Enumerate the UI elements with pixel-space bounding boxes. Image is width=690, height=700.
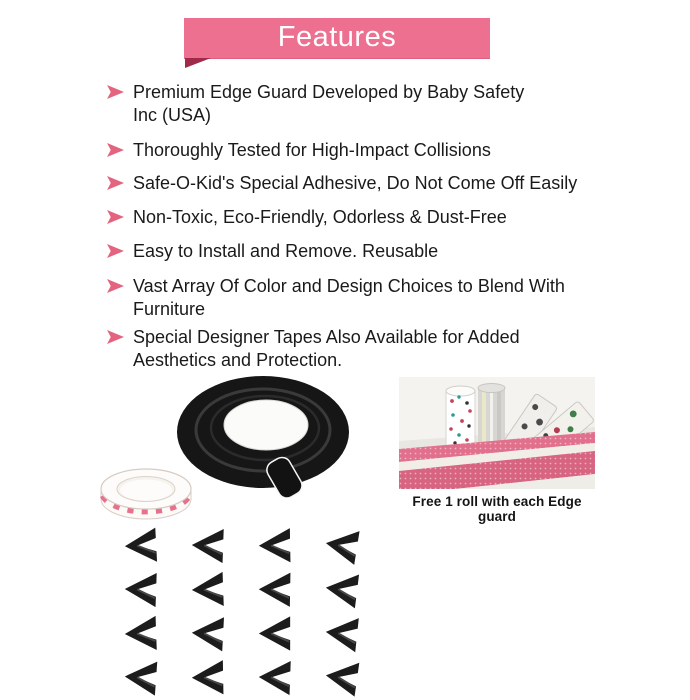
feature-item (107, 206, 587, 229)
corner-guard-icon (315, 609, 367, 658)
designer-tapes-photo (399, 377, 595, 489)
arrow-bullet-icon (107, 330, 124, 344)
feature-item (107, 240, 587, 263)
corner-guard-icon (115, 566, 165, 612)
arrow-bullet-icon (107, 176, 124, 190)
corner-guards-grid (116, 523, 365, 699)
corner-guard-icon (249, 654, 299, 700)
corner-guard-icon (182, 610, 232, 656)
corner-guard-icon (183, 655, 232, 700)
banner-title: Features (277, 20, 397, 53)
banner-ribbon-fold (185, 58, 211, 68)
corner-guard-icon (250, 611, 298, 655)
feature-text: Thoroughly Tested for High-Impact Collisions (133, 140, 491, 160)
feature-item (107, 275, 587, 321)
corner-guard-icon (115, 653, 166, 700)
feature-item (107, 172, 587, 195)
corner-guard-icon (314, 564, 367, 614)
corner-guard-icon (314, 652, 368, 700)
corner-guard-icon (182, 566, 232, 612)
arrow-bullet-icon (107, 85, 124, 99)
arrow-bullet-icon (107, 244, 124, 258)
feature-text: Vast Array Of Color and Design Choices to Blend With Furniture (133, 276, 565, 319)
adhesive-tape-roll-photo (95, 451, 195, 525)
corner-guard-icon (250, 523, 299, 568)
arrow-bullet-icon (107, 143, 124, 157)
feature-text: Premium Edge Guard Developed by Baby Safety Inc (USA) (133, 82, 525, 125)
edge-guard-roll-photo (175, 374, 355, 498)
feature-item (107, 139, 587, 162)
free-roll-caption: Free 1 roll with each Edge guard (412, 494, 582, 524)
feature-item (107, 81, 587, 127)
corner-guard-icon (314, 520, 368, 571)
corner-guard-icon (115, 610, 165, 656)
arrow-bullet-icon (107, 210, 124, 224)
feature-text: Easy to Install and Remove. Reusable (133, 241, 439, 261)
corner-guard-icon (182, 522, 232, 568)
feature-item (107, 326, 587, 372)
features-banner (184, 18, 490, 59)
corner-guard-icon (250, 567, 299, 612)
feature-text: Non-Toxic, Eco-Friendly, Odorless & Dust-Free (133, 207, 507, 227)
feature-text: Special Designer Tapes Also Available for Added Aesthetics and Protection. (133, 327, 520, 370)
arrow-bullet-icon (107, 279, 124, 293)
feature-text: Safe-O-Kid's Special Adhesive, Do Not Come Off Easily (133, 173, 578, 193)
corner-guard-icon (115, 522, 165, 568)
